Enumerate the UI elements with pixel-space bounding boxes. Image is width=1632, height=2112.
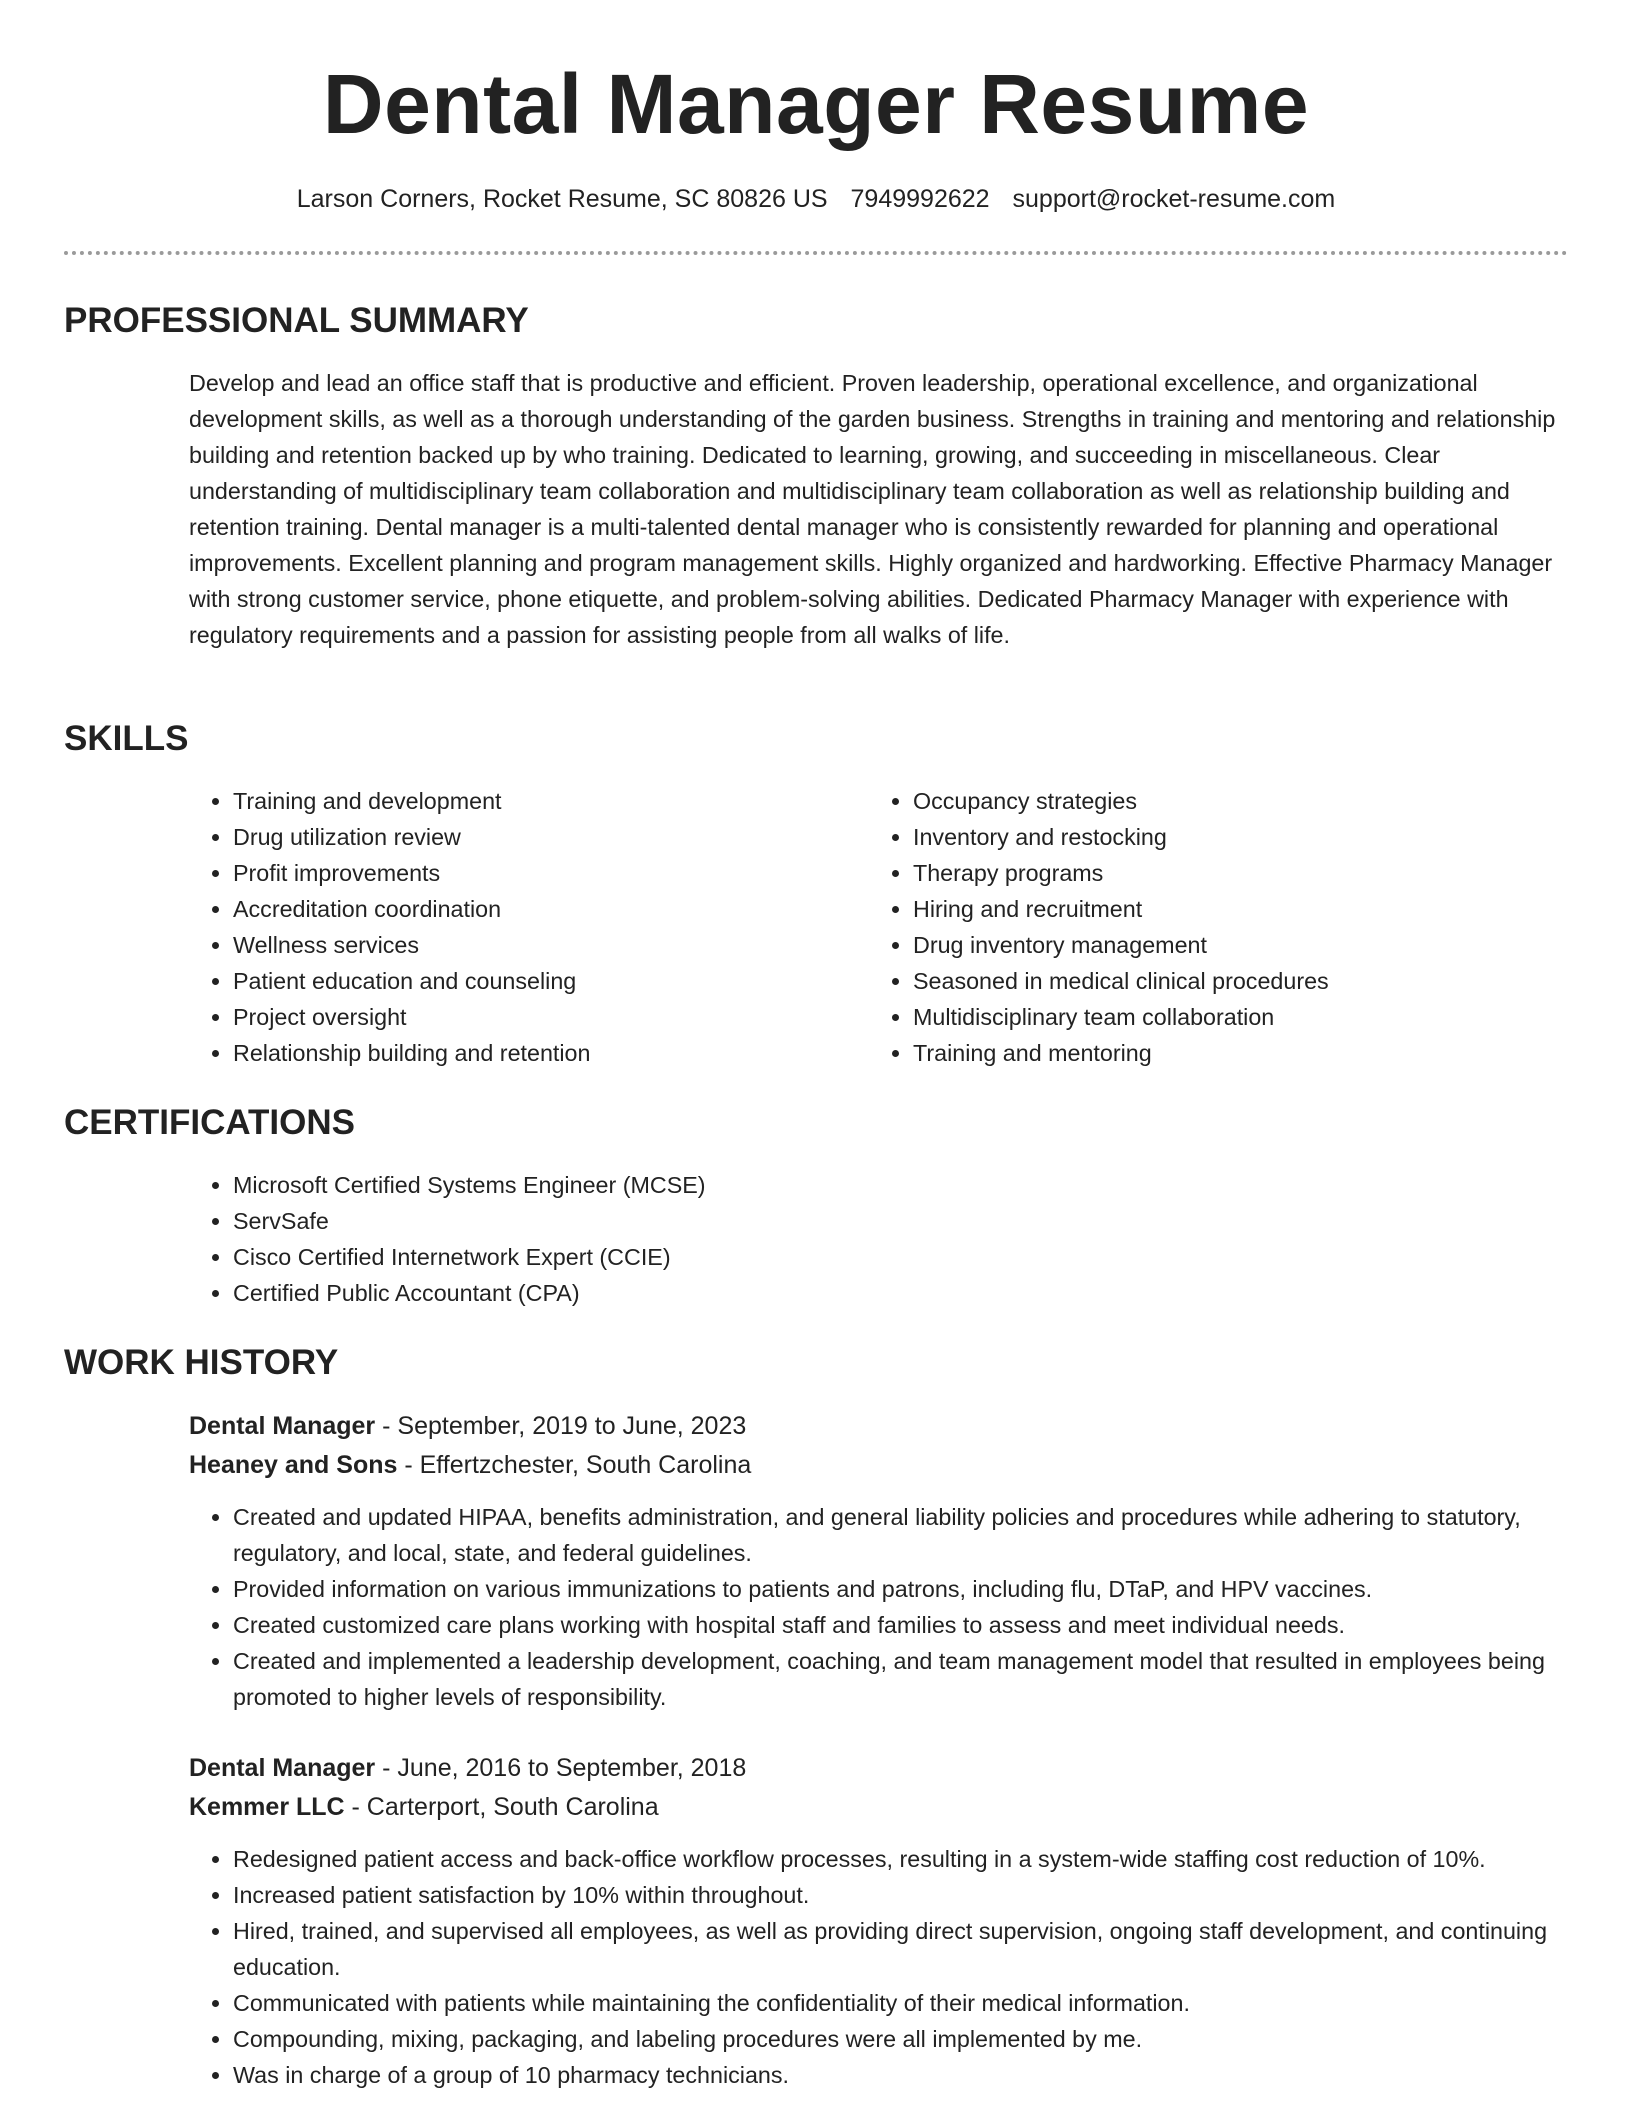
job-duty: • Communicated with patients while maintaining the confidentiality of their medical information.	[233, 1985, 1569, 2021]
skills-list-left	[189, 783, 849, 1071]
certification-item: • ServSafe	[233, 1203, 1569, 1239]
job-duty: • Created and updated HIPAA, benefits administration, and general liability policies and procedures while adhering to statutory, regulatory, and local, state, and federal guidelines.	[233, 1499, 1569, 1571]
job-company-line	[189, 1788, 1569, 1827]
job-company-line	[189, 1446, 1569, 1485]
job-role: Dental Manager	[189, 1412, 376, 1440]
job-company: Kemmer LLC	[189, 1793, 345, 1821]
certification-item: • Certified Public Accountant (CPA)	[233, 1275, 1569, 1311]
contact-phone: 7949992622	[850, 185, 990, 213]
skill-item: • Patient education and counseling	[233, 963, 849, 999]
skill-item: • Hiring and recruitment	[913, 891, 1529, 927]
job-duty: • Provided information on various immunizations to patients and patrons, including flu, DTaP, and HPV vaccines.	[233, 1571, 1569, 1607]
certifications-heading: CERTIFICATIONS	[64, 1103, 356, 1142]
skill-item: • Project oversight	[233, 999, 849, 1035]
certification-item: • Cisco Certified Internetwork Expert (CCIE)	[233, 1239, 1569, 1275]
skill-item: • Training and development	[233, 783, 849, 819]
skill-item: • Occupancy strategies	[913, 783, 1529, 819]
job-duty: • Was in charge of a group of 10 pharmacy technicians.	[233, 2057, 1569, 2093]
resume-title: Dental Manager Resume	[322, 57, 1310, 151]
skill-item: • Seasoned in medical clinical procedures	[913, 963, 1529, 999]
job-duty: • Compounding, mixing, packaging, and labeling procedures were all implemented by me.	[233, 2021, 1569, 2057]
job-entry	[189, 1407, 1569, 1715]
skill-item: • Profit improvements	[233, 855, 849, 891]
skills-column-left	[189, 783, 849, 1071]
skill-item: • Wellness services	[233, 927, 849, 963]
skill-item: • Therapy programs	[913, 855, 1529, 891]
job-duty: • Created and implemented a leadership development, coaching, and team management model that resulted in employees being promoted to higher levels of responsibility.	[233, 1643, 1569, 1715]
skill-item: • Relationship building and retention	[233, 1035, 849, 1071]
job-company: Heaney and Sons	[189, 1451, 398, 1479]
job-duty: • Increased patient satisfaction by 10% within throughout.	[233, 1877, 1569, 1913]
skill-item: • Inventory and restocking	[913, 819, 1529, 855]
job-duty: • Redesigned patient access and back-office workflow processes, resulting in a system-wide staffing cost reduction of 10%.	[233, 1841, 1569, 1877]
job-location: - Effertzchester, South Carolina	[397, 1451, 752, 1479]
summary-text: Develop and lead an office staff that is productive and efficient. Proven leadership, operational excellence, and organizational development skills, as well as a thorough understanding of the garden business. Strengths in training and mentoring and relationship building and retention backed up by who training. Dedicated to learning, growing, and succeeding in miscellaneous. Clear understanding of multidisciplinary team collaboration and multidisciplinary team collaboration as well as relationship building and retention training. Dental manager is a multi-talented dental manager who is consistently rewarded for planning and operational improvements. Excellent planning and program management skills. Highly organized and hardworking. Effective Pharmacy Manager with strong customer service, phone etiquette, and problem-solving abilities. Dedicated Pharmacy Manager with experience with regulatory requirements and a passion for assisting people from all walks of life.	[189, 370, 1556, 648]
job-role-line	[189, 1749, 1569, 1788]
skill-item: • Accreditation coordination	[233, 891, 849, 927]
skills-heading: SKILLS	[64, 719, 189, 758]
skill-item: • Drug inventory management	[913, 927, 1529, 963]
certifications-list	[189, 1167, 1569, 1311]
job-role-line	[189, 1407, 1569, 1446]
skill-item: • Training and mentoring	[913, 1035, 1529, 1071]
skill-item: • Multidisciplinary team collaboration	[913, 999, 1529, 1035]
job-role: Dental Manager	[189, 1754, 376, 1782]
job-duty: • Hired, trained, and supervised all employees, as well as providing direct supervision, ongoing staff development, and continuing education.	[233, 1913, 1569, 1985]
contact-line	[0, 182, 1632, 216]
work-history-heading: WORK HISTORY	[64, 1343, 339, 1382]
contact-email: support@rocket-resume.com	[1012, 185, 1336, 213]
certification-item: • Microsoft Certified Systems Engineer (MCSE)	[233, 1167, 1569, 1203]
job-dates: - June, 2016 to September, 2018	[375, 1754, 747, 1782]
skills-column-right	[869, 783, 1529, 1071]
header-divider	[64, 251, 1568, 255]
certifications-block	[189, 1167, 1569, 1311]
job-dates: - September, 2019 to June, 2023	[375, 1412, 747, 1440]
job-entry	[189, 1749, 1569, 2093]
skills-list-right	[869, 783, 1529, 1071]
contact-address: Larson Corners, Rocket Resume, SC 80826 US	[296, 185, 828, 213]
job-duties-list	[189, 1499, 1569, 1715]
skill-item: • Drug utilization review	[233, 819, 849, 855]
job-location: - Carterport, South Carolina	[344, 1793, 659, 1821]
job-duty: • Created customized care plans working with hospital staff and families to assess and meet individual needs.	[233, 1607, 1569, 1643]
summary-heading: PROFESSIONAL SUMMARY	[64, 301, 529, 340]
job-duties-list	[189, 1841, 1569, 2093]
